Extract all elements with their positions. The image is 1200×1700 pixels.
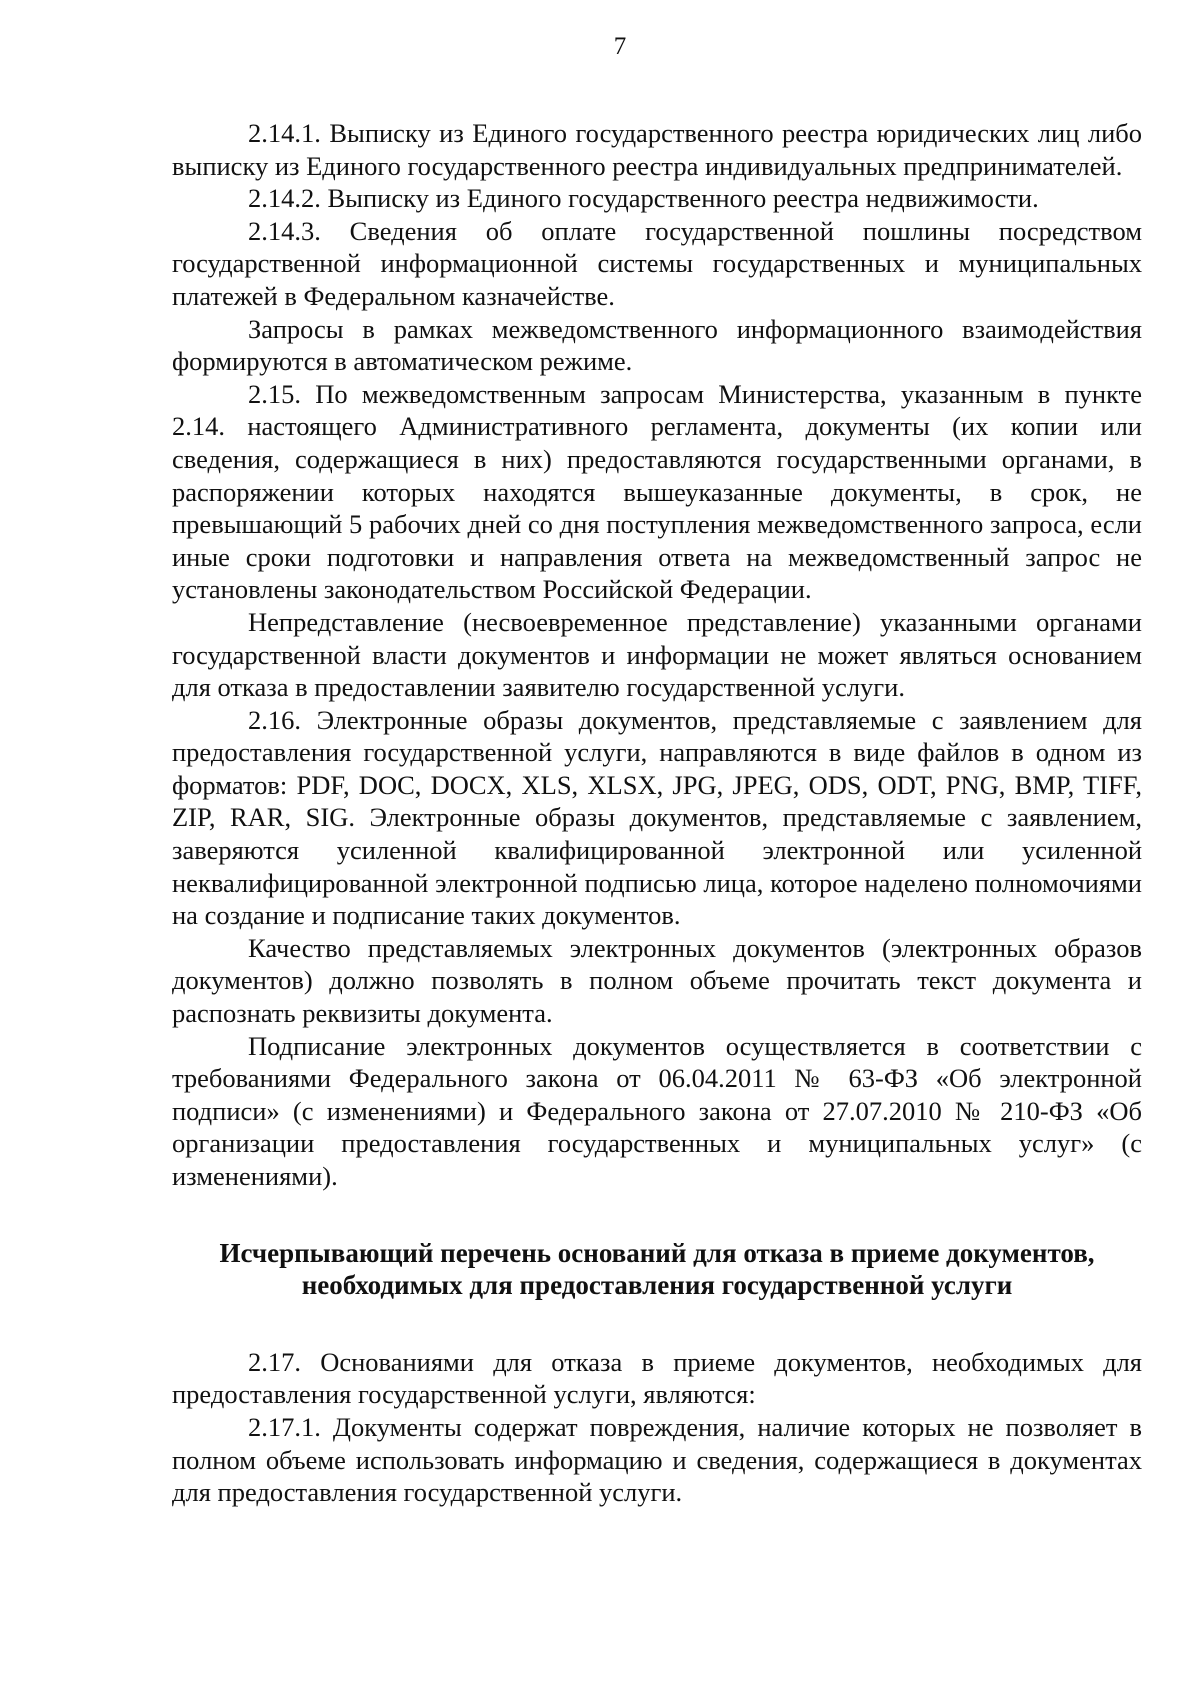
paragraph-2-14-3: 2.14.3. Сведения об оплате государственной пошлины посредством государственной информационной системы государственных и муниципальных платежей в Федеральном казначействе.: [172, 215, 1142, 311]
section-heading: [172, 1237, 1142, 1302]
paragraph-2-17: 2.17. Основаниями для отказа в приеме документов, необходимых для предоставления государственной услуги, являются:: [172, 1346, 1142, 1410]
paragraph-2-14-2: 2.14.2. Выписку из Единого государственного реестра недвижимости.: [248, 183, 1039, 214]
paragraph-electronic-signing: Подписание электронных документов осуществляется в соответствии с требованиями Федерального закона от 06.04.2011 № 63-ФЗ «Об электронной подписи» (с изменениями) и Федерального закона от 27.07.2010 № 210-ФЗ «Об организации предоставления государственных и муниципальных услуг» (с изменениями).: [172, 1030, 1142, 1191]
paragraph-2-14-1: 2.14.1. Выписку из Единого государственного реестра юридических лиц либо выписку из Единого государственного реестра индивидуальных предпринимателей.: [172, 118, 1142, 181]
paragraph-non-submission: Непредставление (несвоевременное представление) указанными органами государственной власти документов и информации не может являться основанием для отказа в предоставлении заявителю государственной услуги.: [172, 606, 1142, 703]
paragraph-2-15: 2.15. По межведомственным запросам Министерства, указанным в пункте 2.14. настоящего Административного регламента, документы (их копии или сведения, содержащиеся в них) предоставляются государственными органами, в распоряжении которых находятся вышеуказанные документы, в срок, не превышающий 5 рабочих дней со дня поступления межведомственного запроса, если иные сроки подготовки и направления ответа на межведомственный запрос не установлены законодательством Российской Федерации.: [172, 378, 1142, 605]
section-heading-line-2: необходимых для предоставления государственной услуги: [301, 1270, 1013, 1301]
paragraph-document-quality: Качество представляемых электронных документов (электронных образов документов) должно позволять в полном объеме прочитать текст документа и распознать реквизиты документа.: [172, 932, 1142, 1029]
section-heading-line-1: Исчерпывающий перечень оснований для отказа в приеме документов,: [219, 1237, 1095, 1268]
document-body: [172, 117, 1142, 1509]
paragraph-2-17-1: 2.17.1. Документы содержат повреждения, наличие которых не позволяет в полном объеме использовать информацию и сведения, содержащиеся в документах для предоставления государственной услуги.: [172, 1411, 1142, 1508]
paragraph-2-16: 2.16. Электронные образы документов, представляемые с заявлением для предоставления государственной услуги, направляются в виде файлов в одном из форматов: PDF, DOC, DOCX, XLS, XLSX, JPG, JPEG, ODS, ODT, PNG, BMP, TIFF, ZIP, RAR, SIG. Электронные образы документов, представляемые с заявлением, заверяются усиленной квалифицированной электронной или усиленной неквалифицированной электронной подписью лица, которое наделено полномочиями на создание и подписание таких документов.: [172, 704, 1142, 931]
paragraph-interagency-requests: Запросы в рамках межведомственного информационного взаимодействия формируются в автоматическом режиме.: [172, 313, 1142, 377]
page-number: 7: [613, 33, 627, 60]
